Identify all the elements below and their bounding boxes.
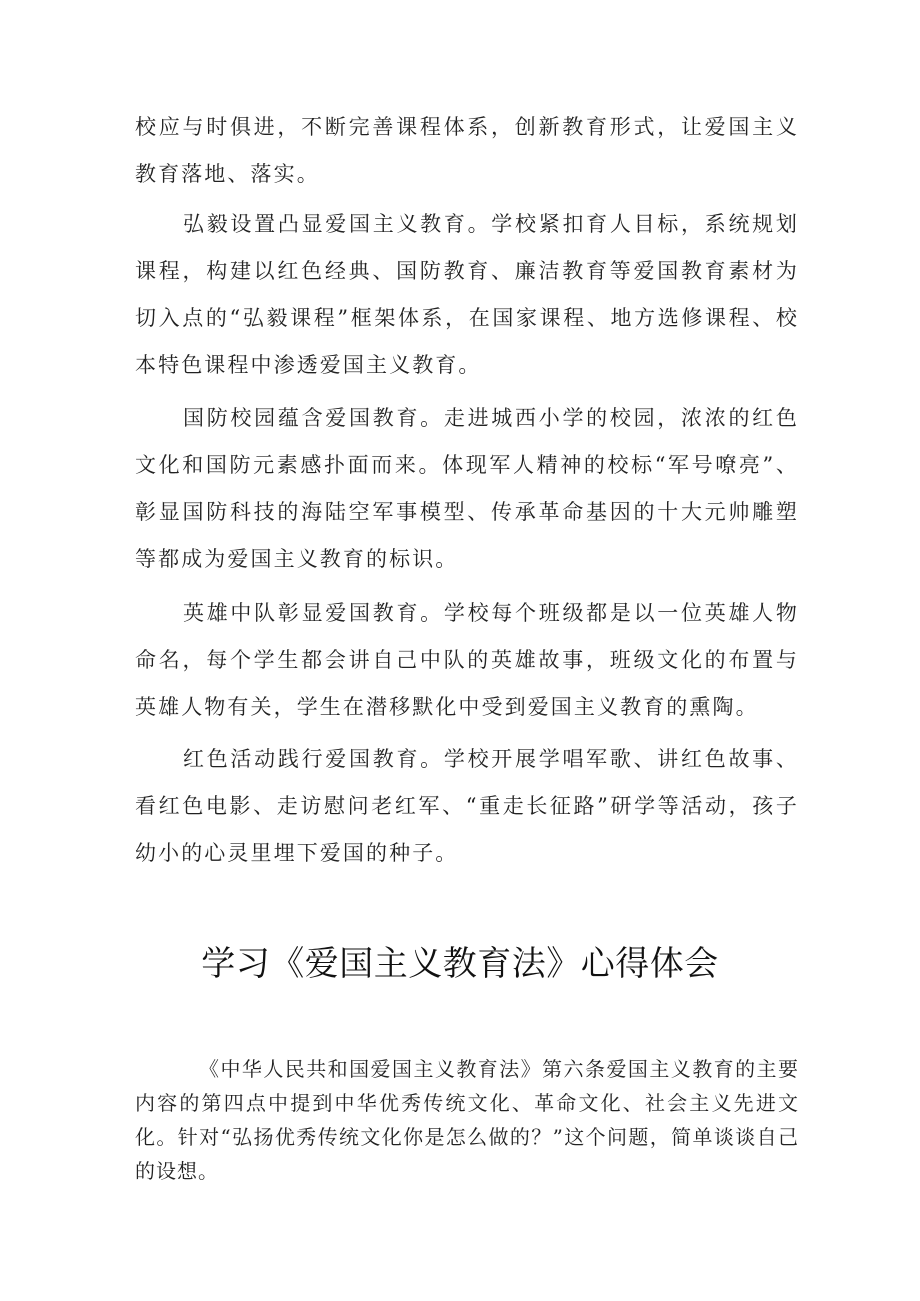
body-paragraph-5: 红色活动践行爱国教育。学校开展学唱军歌、讲红色故事、看红色电影、走访慰问老红军、“重走长征路”研学等活动，孩子幼小的心灵里埋下爱国的种子。 xyxy=(135,747,799,865)
body-paragraph-3: 国防校园蕴含爱国教育。走进城西小学的校园，浓浓的红色文化和国防元素感扑面而来。体现军人精神的校标“军号嘹亮”、彰显国防科技的海陆空军事模型、传承革命基因的十大元帅雕塑等都成为爱国主义教育的标识。 xyxy=(135,406,799,571)
article-title: 学习《爱国主义教育法》心得体会 xyxy=(201,944,719,984)
body-paragraph-4: 英雄中队彰显爱国教育。学校每个班级都是以一位英雄人物命名，每个学生都会讲自己中队的英雄故事，班级文化的布置与英雄人物有关，学生在潜移默化中受到爱国主义教育的熏陶。 xyxy=(135,601,799,719)
body-paragraph-2: 弘毅设置凸显爱国主义教育。学校紧扣育人目标，系统规划课程，构建以红色经典、国防教育、廉洁教育等爱国教育素材为切入点的“弘毅课程”框架体系，在国家课程、地方选修课程、校本特色课程中渗透爱国主义教育。 xyxy=(135,212,799,377)
article-intro-paragraph: 《中华人民共和国爱国主义教育法》第六条爱国主义教育的主要内容的第四点中提到中华优秀传统文化、革命文化、社会主义先进文化。针对“弘扬优秀传统文化你是怎么做的？”这个问题，简单谈谈自己的设想。 xyxy=(135,1057,799,1183)
body-paragraph-1: 校应与时俱进，不断完善课程体系，创新教育形式，让爱国主义教育落地、落实。 xyxy=(135,115,799,186)
